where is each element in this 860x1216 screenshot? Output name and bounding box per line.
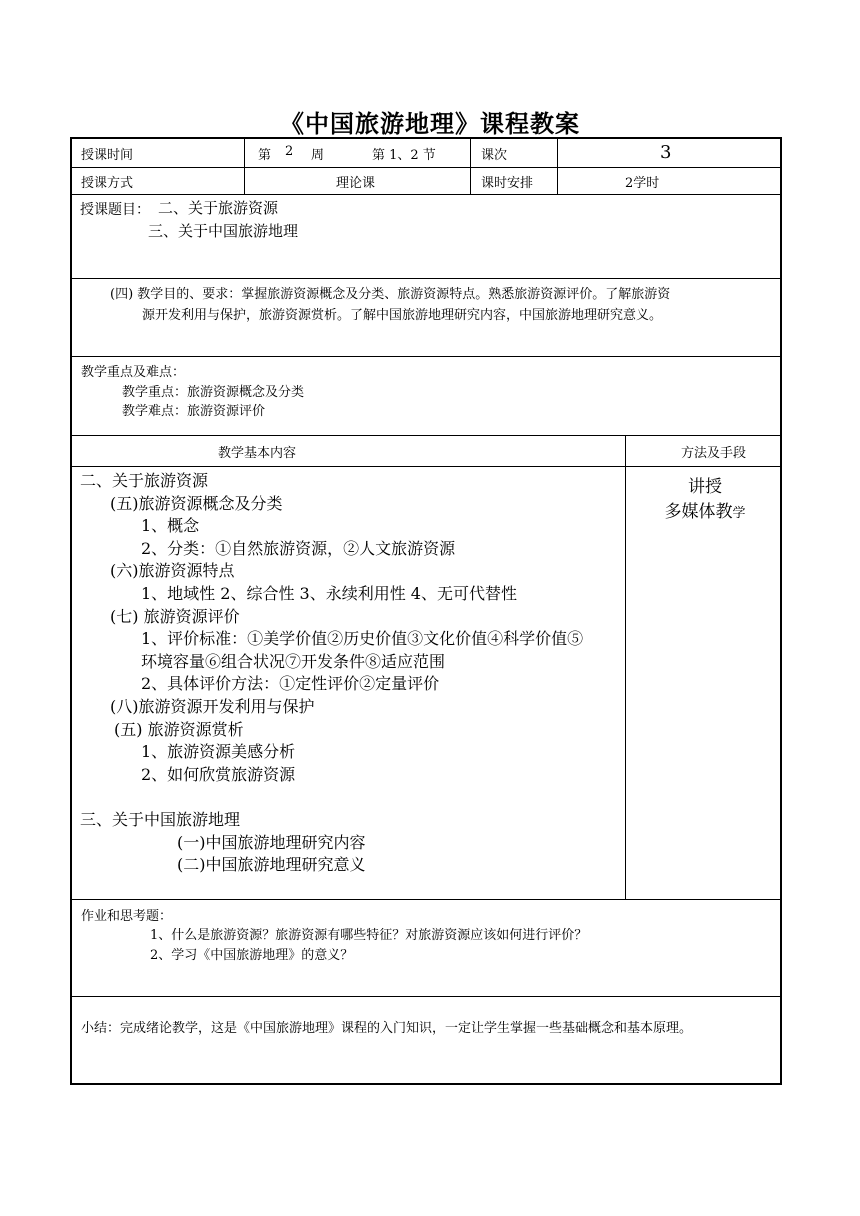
row-divider <box>72 435 780 436</box>
content-line: 环境容量⑥组合状况⑦开发条件⑧适应范围 <box>141 651 446 671</box>
row-divider <box>72 194 780 195</box>
methods-header: 方法及手段 <box>681 446 747 461</box>
label-teaching-method: 授课方式 <box>81 176 134 191</box>
method-multimedia-tail: 学 <box>732 506 746 521</box>
label-key-points: 教学重点及难点： <box>81 365 186 380</box>
week-prefix: 第 <box>258 148 272 163</box>
col-divider <box>470 139 471 195</box>
label-teaching-time: 授课时间 <box>81 148 134 163</box>
content-line: 1、概念 <box>141 516 200 536</box>
content-blank-line <box>80 786 583 809</box>
lesson-plan-table <box>70 137 782 1085</box>
week-unit: 周 <box>311 148 325 163</box>
teaching-focus: 教学重点：旅游资源概念及分类 <box>122 385 305 400</box>
content-line: 三、关于中国旅游地理 <box>80 809 241 829</box>
content-body <box>72 470 625 898</box>
summary-text: 小结：完成绪论教学，这是《中国旅游地理》课程的入门知识，一定让学生掌握一些基础概念和基本原理。 <box>81 1021 693 1036</box>
content-line: (一)中国旅游地理研究内容 <box>177 832 366 852</box>
label-topic: 授课题目： <box>80 202 150 218</box>
objective-line-1: (四) 教学目的、要求：掌握旅游资源概念及分类、旅游资源特点。熟悉旅游资源评价。了解旅游资 <box>110 287 671 302</box>
method-value: 理论课 <box>336 176 376 191</box>
row-divider <box>72 278 780 279</box>
label-hours: 课时安排 <box>481 176 534 191</box>
method-lecture: 讲授 <box>688 477 722 497</box>
content-line: 1、旅游资源美感分析 <box>141 742 296 762</box>
hours-value: 2学时 <box>625 176 660 191</box>
label-homework: 作业和思考题： <box>81 909 173 924</box>
content-line: (八)旅游资源开发利用与保护 <box>110 696 315 716</box>
row-divider <box>72 356 780 357</box>
topic-line-1: 二、关于旅游资源 <box>158 199 279 217</box>
content-line: 2、如何欣赏旅游资源 <box>141 764 296 784</box>
week-number: 2 <box>285 144 294 159</box>
content-line: 2、分类：①自然旅游资源，②人文旅游资源 <box>141 538 456 558</box>
row-divider <box>72 167 780 168</box>
method-multimedia <box>626 497 784 522</box>
content-line: 1、地域性 2、综合性 3、永续利用性 4、无可代替性 <box>141 583 517 603</box>
objective-line-2: 源开发利用与保护，旅游资源赏析。了解中国旅游地理研究内容，中国旅游地理研究意义。 <box>142 308 663 323</box>
content-line: (五) 旅游资源赏析 <box>114 719 244 739</box>
row-divider <box>72 996 780 997</box>
content-line: (六)旅游资源特点 <box>110 561 235 581</box>
content-line: 2、具体评价方法：①定性评价②定量评价 <box>141 674 440 694</box>
content-header: 教学基本内容 <box>218 446 297 461</box>
topic-line-2: 三、关于中国旅游地理 <box>148 222 299 240</box>
content-line: (二)中国旅游地理研究意义 <box>177 855 366 875</box>
row-divider <box>72 466 780 467</box>
col-divider <box>244 139 245 195</box>
section-value: 第 1、2 节 <box>372 148 436 163</box>
content-line: 二、关于旅游资源 <box>80 471 209 490</box>
col-divider <box>557 139 558 195</box>
row-divider <box>72 899 780 900</box>
document-title: 《中国旅游地理》课程教案 <box>280 110 580 138</box>
method-multimedia-main: 多媒体教 <box>664 502 733 522</box>
teaching-difficulty: 教学难点：旅游资源评价 <box>122 404 266 419</box>
label-session: 课次 <box>481 148 508 163</box>
content-line: (五)旅游资源概念及分类 <box>110 493 283 513</box>
homework-q2: 2、学习《中国旅游地理》的意义？ <box>150 948 354 963</box>
homework-q1: 1、什么是旅游资源？旅游资源有哪些特征？对旅游资源应该如何进行评价？ <box>150 928 588 943</box>
content-line: 1、评价标准：①美学价值②历史价值③文化价值④科学价值⑤ <box>141 629 584 649</box>
session-value: 3 <box>660 142 672 163</box>
content-line: (七) 旅游资源评价 <box>110 606 240 626</box>
